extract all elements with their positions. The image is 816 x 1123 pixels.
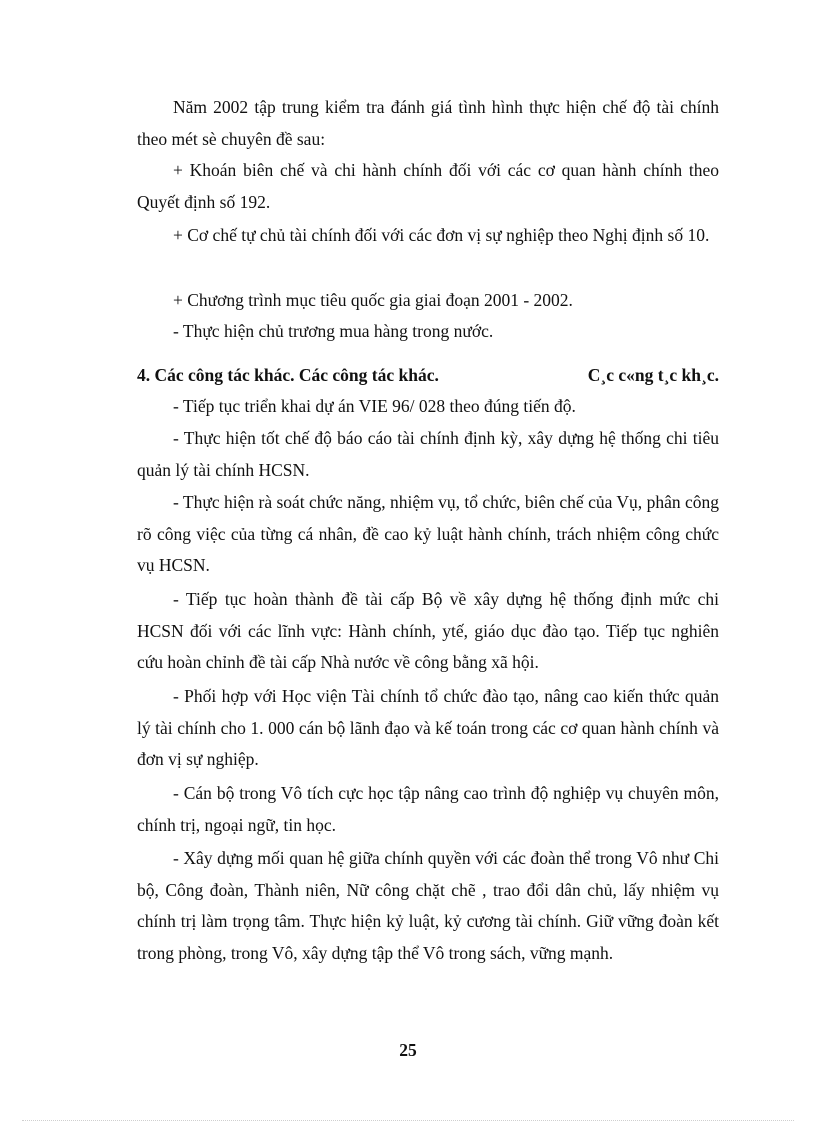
intro-item-domestic-purchase: - Thực hiện chủ trương mua hàng trong nước. — [173, 321, 494, 341]
intro-item-decree-10: + Cơ chế tự chủ tài chính đối với các đơn vị sự nghiệp theo Nghị định số 10. — [173, 225, 710, 245]
page-bottom-divider — [22, 1120, 794, 1121]
section-4-title-garbled: C¸c c«ng t¸c kh¸c. — [587, 365, 719, 385]
section-4-item-staff-study: - Cán bộ trong Vô tích cực học tập nâng cao trình độ nghiệp vụ chuyên môn, chính trị, ngoại ngữ, tin học. — [137, 783, 719, 835]
intro-paragraph: Năm 2002 tập trung kiểm tra đánh giá tình hình thực hiện chế độ tài chính theo mét sè chuyên đề sau: — [137, 97, 719, 149]
section-4-title: 4. Các công tác khác. Các công tác khác. — [137, 365, 439, 385]
page-number: 25 — [399, 1040, 417, 1060]
section-4-item-research: - Tiếp tục hoàn thành đề tài cấp Bộ về xây dựng hệ thống định mức chi HCSN đối với các lĩnh vực: Hành chính, ytế, giáo dục đào tạo. Tiếp tục nghiên cứu hoàn chỉnh đề tài cấp Nhà nước về công bằng xã hội. — [137, 589, 719, 672]
intro-item-national-program: + Chương trình mục tiêu quốc gia giai đoạn 2001 - 2002. — [173, 290, 573, 310]
section-4-item-vie-project: - Tiếp tục triển khai dự án VIE 96/ 028 theo đúng tiến độ. — [173, 396, 576, 416]
section-4-item-reporting: - Thực hiện tốt chế độ báo cáo tài chính định kỳ, xây dựng hệ thống chi tiêu quản lý tài chính HCSN. — [137, 428, 719, 480]
section-4-item-review: - Thực hiện rà soát chức năng, nhiệm vụ, tổ chức, biên chế của Vụ, phân công rõ công việc của từng cá nhân, đề cao kỷ luật hành chính, trách nhiệm công chức vụ HCSN. — [137, 492, 719, 575]
section-4-heading — [137, 362, 719, 388]
intro-item-decree-192: + Khoán biên chế và chi hành chính đối với các cơ quan hành chính theo Quyết định số 192. — [137, 160, 719, 212]
section-4-item-relations: - Xây dựng mối quan hệ giữa chính quyền với các đoàn thể trong Vô như Chi bộ, Công đoàn, Thành niên, Nữ công chặt chẽ , trao đổi dân chủ, lấy nhiệm vụ chính trị làm trọng tâm. Thực hiện kỷ luật, kỷ cương tài chính. Giữ vững đoàn kết trong phòng, trong Vô, xây dựng tập thể Vô trong sách, vững mạnh. — [137, 848, 719, 963]
section-4-item-training: - Phối hợp với Học viện Tài chính tổ chức đào tạo, nâng cao kiến thức quản lý tài chính cho 1. 000 cán bộ lãnh đạo và kế toán trong các cơ quan hành chính và đơn vị sự nghiệp. — [137, 686, 719, 769]
